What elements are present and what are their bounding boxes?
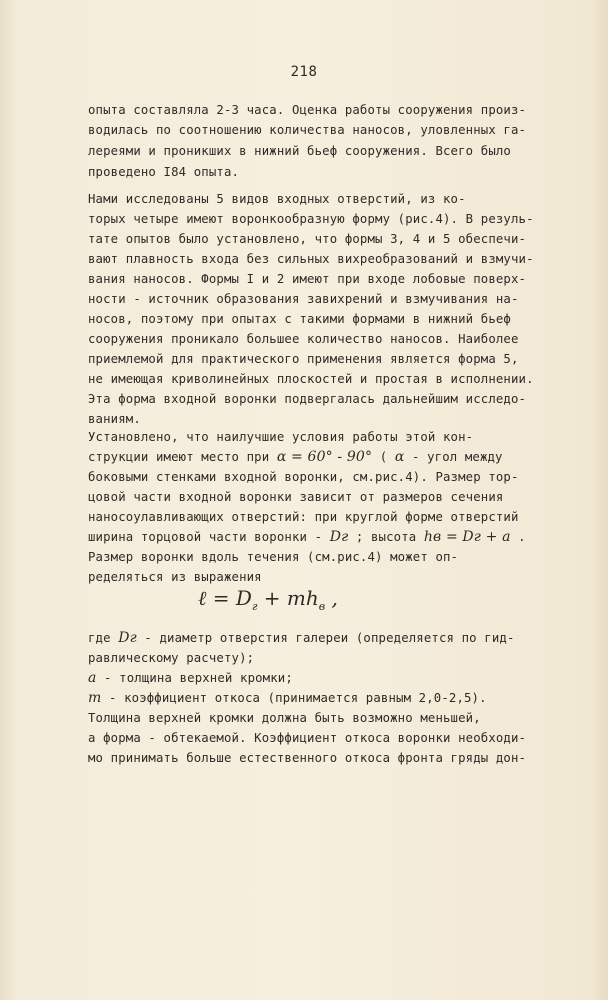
text-line: Эта форма входной воронки подвергалась дальнейшим исследо- xyxy=(88,392,527,406)
text-line: Нами исследованы 5 видов входных отверстий, из ко- xyxy=(88,192,466,206)
text-line: носов, поэтому при опытах с такими формами в нижний бьеф xyxy=(88,312,511,326)
text-line: а форма - обтекаемой. Коэффициент откоса воронки необходи- xyxy=(88,731,527,745)
text-line: Толщина верхней кромки должна быть возможно меньшей, xyxy=(88,711,481,725)
text-line: вают плавность входа без сильных вихреобразований и взмучи- xyxy=(88,252,534,266)
text-line: струкции имеют место при α = 60° - 90° ( α - угол между xyxy=(88,449,503,465)
definition-line: m - коэффициент откоса (принимается равным 2,0-2,5). xyxy=(88,690,487,706)
definition-symbol: m xyxy=(88,690,102,706)
definition-line: a - толщина верхней кромки; xyxy=(88,670,293,686)
text-line: боковыми стенками входной воронки, см.рис.4). Размер тор- xyxy=(88,470,519,484)
text-line: вания наносов. Формы I и 2 имеют при входе лобовые поверх- xyxy=(88,272,527,286)
text-line: проведено I84 опыта. xyxy=(88,165,240,179)
text-line: лереями и проникших в нижний бьеф сооружения. Всего было xyxy=(88,144,511,158)
definition-line: где Dг - диаметр отверстия галереи (определяется по гид- xyxy=(88,630,515,646)
text-line: приемлемой для практического применения является форма 5, xyxy=(88,352,519,366)
text-line: ширина торцовой части воронки - Dг ; высота hв = Dг + a . xyxy=(88,529,526,545)
text-line: ределяться из выражения xyxy=(88,570,262,584)
definition-symbol: Dг xyxy=(118,630,137,646)
text-line: не имеющая криволинейных плоскостей и простая в исполнении. xyxy=(88,372,534,386)
text-line: тате опытов было установлено, что формы 3, 4 и 5 обеспечи- xyxy=(88,232,527,246)
text-line: наносоулавливающих отверстий: при круглой форме отверстий xyxy=(88,510,519,524)
alpha-symbol: α xyxy=(394,449,405,465)
definition-symbol: a xyxy=(88,670,97,686)
text-line: опыта составляла 2-3 часа. Оценка работы сооружения произ- xyxy=(88,103,527,117)
formula: ℓ = $D_г + mh_в$ , xyxy=(198,586,338,613)
text-line: торых четыре имеют воронкообразную форму (рис.4). В резуль- xyxy=(88,212,534,226)
text-line: цовой части входной воронки зависит от размеров сечения xyxy=(88,490,504,504)
page-number: 218 xyxy=(290,64,318,80)
text-line: Размер воронки вдоль течения (см.рис.4) может оп- xyxy=(88,550,459,564)
text-line: ности - источник образования завихрений и взмучивания на- xyxy=(88,292,519,306)
definition-line: равлическому расчету); xyxy=(88,651,255,665)
angle-expression: α = 60° - 90° xyxy=(276,449,373,465)
text-line: сооружения проникало большее количество наносов. Наиболее xyxy=(88,332,519,346)
text-line: ваниям. xyxy=(88,412,141,426)
diameter-symbol: Dг xyxy=(329,529,349,545)
text-line: мо принимать больше естественного откоса фронта гряды дон- xyxy=(88,751,527,765)
text-line: Установлено, что наилучшие условия работы этой кон- xyxy=(88,430,474,444)
height-expression: hв = Dг + a xyxy=(423,529,511,545)
text-line: водилась по соотношению количества наносов, уловленных га- xyxy=(88,123,527,137)
